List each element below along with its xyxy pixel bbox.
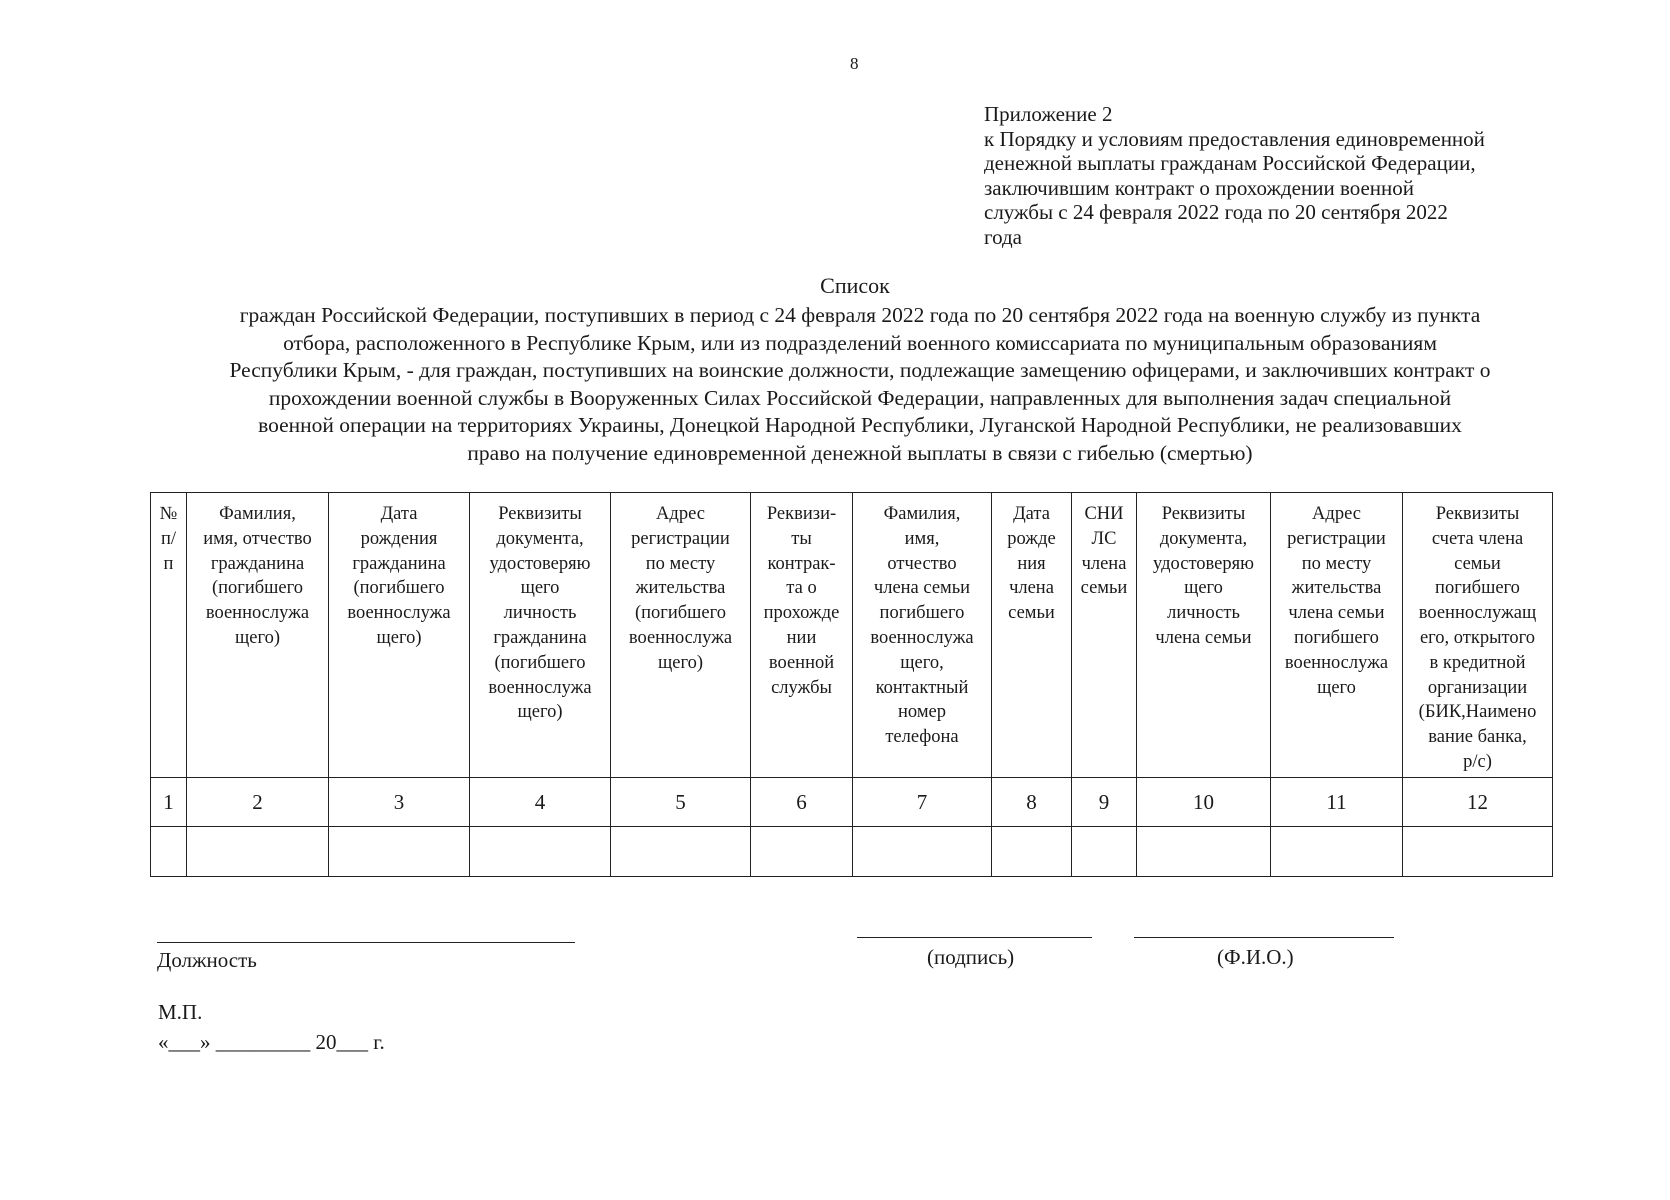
column-number-cell: 6 xyxy=(751,778,853,827)
empty-cell[interactable] xyxy=(751,827,853,877)
column-number-cell: 8 xyxy=(992,778,1072,827)
empty-cell[interactable] xyxy=(1072,827,1137,877)
empty-cell[interactable] xyxy=(187,827,329,877)
column-number-cell: 3 xyxy=(329,778,470,827)
empty-cell[interactable] xyxy=(329,827,470,877)
position-label: Должность xyxy=(157,948,257,972)
column-number-row xyxy=(151,778,1553,827)
column-number-cell: 1 xyxy=(151,778,187,827)
date-line: «___» _________ 20___ г. xyxy=(158,1030,385,1054)
column-number-cell: 5 xyxy=(611,778,751,827)
subtitle-line: право на получение единовременной денежной выплаты в связи с гибелью (смертью) xyxy=(467,440,1253,465)
empty-cell[interactable] xyxy=(470,827,611,877)
header-cell: Реквизи- ты контрак- та о прохожде нии военной службы xyxy=(751,493,853,778)
signature-line xyxy=(857,937,1092,938)
header-cell: СНИ ЛС члена семьи xyxy=(1072,493,1137,778)
empty-cell[interactable] xyxy=(1271,827,1403,877)
page-number: 8 xyxy=(850,54,859,73)
header-cell: Реквизиты документа, удостоверяю щего личность члена семьи xyxy=(1137,493,1271,778)
empty-cell[interactable] xyxy=(151,827,187,877)
list-title: Список xyxy=(820,273,890,298)
header-cell: Дата рождения гражданина (погибшего военнослужа щего) xyxy=(329,493,470,778)
name-line xyxy=(1134,937,1394,938)
appendix-line: денежной выплаты гражданам Российской Федерации, xyxy=(984,151,1476,175)
header-cell: Фамилия, имя, отчество члена семьи погибшего военнослужа щего, контактный номер телефона xyxy=(853,493,992,778)
subtitle-line: граждан Российской Федерации, поступивших в период с 24 февраля 2022 года по 20 сентября 2022 года на военную службу из пункта xyxy=(239,303,1481,327)
empty-cell[interactable] xyxy=(992,827,1072,877)
list-subtitle xyxy=(150,302,1570,467)
appendix-line: года xyxy=(984,224,1022,249)
column-number-cell: 7 xyxy=(853,778,992,827)
column-number-cell: 9 xyxy=(1072,778,1137,827)
empty-cell[interactable] xyxy=(1137,827,1271,877)
header-cell: Реквизиты документа, удостоверяю щего личность гражданина (погибшего военнослужа щего) xyxy=(470,493,611,778)
header-row xyxy=(151,493,1553,778)
empty-data-row xyxy=(151,827,1553,877)
column-number-cell: 11 xyxy=(1271,778,1403,827)
header-cell: Дата рожде ния члена семьи xyxy=(992,493,1072,778)
column-number-cell: 4 xyxy=(470,778,611,827)
signature-label: (подпись) xyxy=(927,945,1015,969)
header-cell: Реквизиты счета члена семьи погибшего военнослужащ его, открытого в кредитной организации (БИК,Наимено вание банка, р/с) xyxy=(1403,493,1553,778)
stamp-label: М.П. xyxy=(158,1000,203,1024)
subtitle-line: отбора, расположенного в Республике Крым, или из подразделений военного комиссариата по муниципальным образованиям xyxy=(283,330,1437,355)
subtitle-line: военной операции на территориях Украины, Донецкой Народной Республики, Луганской Народной Республики, не реализовавших xyxy=(258,413,1462,437)
empty-cell[interactable] xyxy=(611,827,751,877)
column-number-cell: 10 xyxy=(1137,778,1271,827)
header-cell: № п/ п xyxy=(151,493,187,778)
appendix-line: к Порядку и условиям предоставления единовременной xyxy=(984,126,1485,151)
empty-cell[interactable] xyxy=(1403,827,1553,877)
header-cell: Адрес регистрации по месту жительства (погибшего военнослужа щего) xyxy=(611,493,751,778)
appendix-line: службы с 24 февраля 2022 года по 20 сентября 2022 xyxy=(984,200,1448,224)
header-cell: Адрес регистрации по месту жительства члена семьи погибшего военнослужа щего xyxy=(1271,493,1403,778)
name-label: (Ф.И.О.) xyxy=(1217,945,1294,969)
column-number-cell: 12 xyxy=(1403,778,1553,827)
subtitle-line: прохождении военной службы в Вооруженных Силах Российской Федерации, направленных для выполнения задач специальной xyxy=(268,385,1452,410)
appendix-header xyxy=(984,102,1574,249)
empty-cell[interactable] xyxy=(853,827,992,877)
position-signature-line xyxy=(157,942,575,943)
citizens-table xyxy=(150,492,1553,877)
subtitle-line: Республики Крым, - для граждан, поступивших на воинские должности, подлежащие замещению офицерами, и заключивших контракт о xyxy=(229,358,1491,382)
appendix-line: заключившим контракт о прохождении военной xyxy=(984,175,1415,200)
column-number-cell: 2 xyxy=(187,778,329,827)
appendix-line: Приложение 2 xyxy=(984,102,1113,126)
header-cell: Фамилия, имя, отчество гражданина (погибшего военнослужа щего) xyxy=(187,493,329,778)
